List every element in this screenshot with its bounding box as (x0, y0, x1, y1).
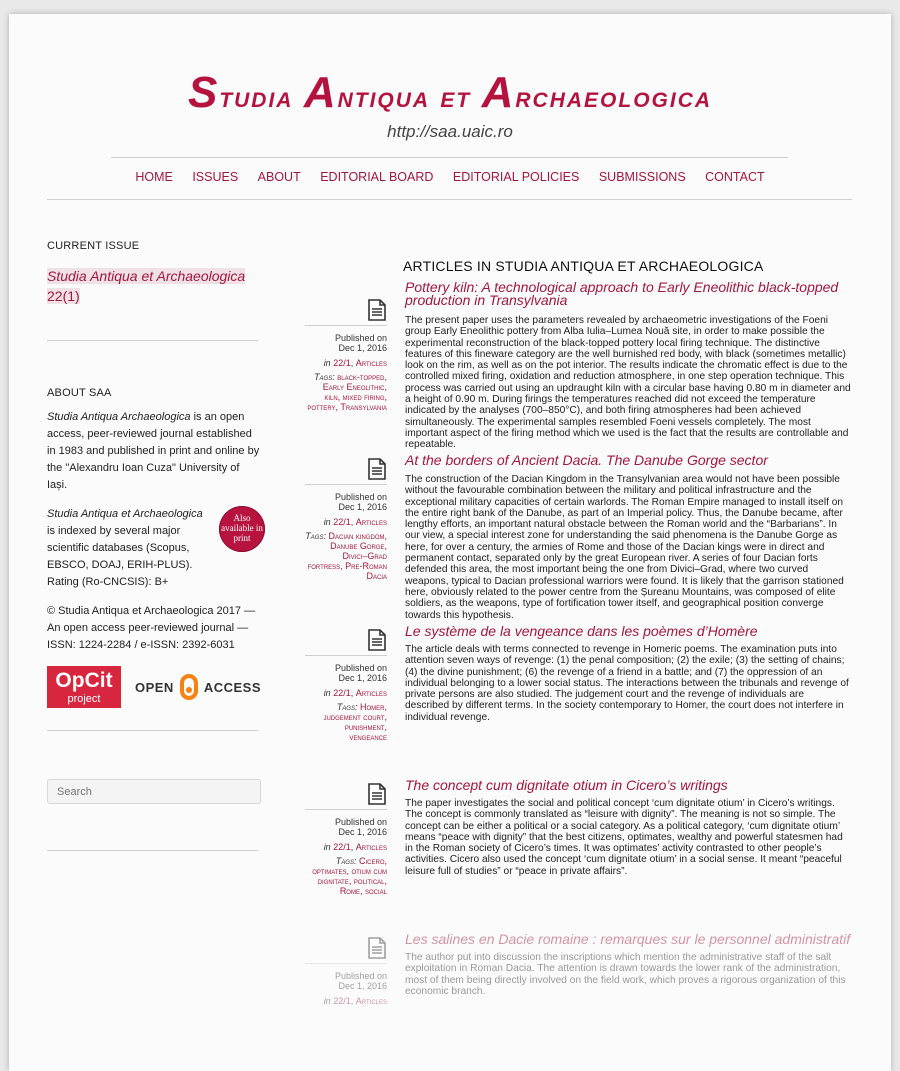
title-capital: A (303, 68, 338, 117)
articles-heading: ARTICLES IN STUDIA ANTIQUA ET ARCHAEOLOGICA (403, 258, 764, 274)
publish-date: Dec 1, 2016 (338, 981, 387, 991)
about-paragraph-1 (47, 409, 261, 494)
article-tags (305, 372, 387, 412)
tags-label: Tags: (336, 702, 358, 712)
publish-date: Dec 1, 2016 (338, 673, 387, 683)
publish-info (335, 663, 387, 683)
article-tags (305, 702, 387, 742)
nav-home[interactable]: HOME (135, 170, 173, 184)
issue-link[interactable]: 22/1 (333, 688, 351, 698)
current-issue-title[interactable]: Studia Antiqua et Archaeologica (47, 268, 246, 284)
tags-label: Tags: (305, 531, 326, 541)
meta-divider (305, 655, 387, 656)
issue-category: in 22/1, Articles (323, 842, 387, 852)
sidebar-divider (47, 340, 258, 341)
category-link[interactable]: Articles (355, 842, 387, 852)
tag-links[interactable]: Dacian kingdom, Danube Gorge, Divici–Grad fortress, Pre-Roman Dacia (307, 531, 387, 581)
category-link[interactable]: Articles (355, 996, 387, 1006)
about-journal-name-2: Studia Antiqua et Archaeologica (47, 508, 203, 520)
also-in-print-badge: Also available in print (219, 506, 265, 552)
article-title-link[interactable]: Pottery kiln: A technological approach to Early Eneolithic black-topped production in Transylvania (405, 279, 839, 308)
sidebar (47, 240, 261, 851)
title-capital: S (187, 68, 220, 117)
article-tags (305, 856, 387, 896)
issue-category: in 22/1, Articles (323, 517, 387, 527)
article-title-link[interactable]: Les salines en Dacie romaine : remarques sur le personnel administratif (405, 931, 851, 947)
open-access-logo[interactable] (135, 674, 261, 700)
publish-date: Dec 1, 2016 (338, 827, 387, 837)
about-journal-name: Studia Antiqua Archaeologica (47, 411, 191, 423)
nav-submissions[interactable]: SUBMISSIONS (598, 170, 686, 184)
in-label: in (323, 517, 331, 527)
published-label: Published on (334, 663, 387, 673)
publish-info (335, 971, 387, 991)
main-nav (9, 170, 891, 184)
category-link[interactable]: Articles (355, 688, 387, 698)
issue-link[interactable]: 22/1 (333, 842, 351, 852)
meta-divider (305, 963, 387, 964)
document-icon[interactable] (367, 299, 387, 321)
nav-divider (47, 199, 852, 200)
document-icon[interactable] (367, 937, 387, 959)
about-heading: ABOUT SAA (47, 387, 112, 399)
document-icon[interactable] (367, 629, 387, 651)
tag-links[interactable]: Cicero, optimates, otium cum dignitate, political, Rome, social (312, 856, 387, 896)
issue-category: in 22/1, Articles (323, 996, 387, 1006)
publish-info (335, 333, 387, 353)
about-text-2: is indexed by several major scientific databases (Scopus, EBSCO, DOAJ, ERIH-PLUS). Rating (Ro-CNCSIS): B+ (47, 525, 193, 588)
category-link[interactable]: Articles (355, 517, 387, 527)
copyright-text: © Studia Antiqua et Archaeologica 2017 — An open access peer-reviewed journal — ISSN: 1224-2284 / e-ISSN: 2392-6031 (47, 605, 256, 651)
in-label: in (323, 842, 331, 852)
title-word-rest: ntiqua et (337, 81, 482, 114)
about-paragraph-2-wrap (47, 506, 261, 591)
meta-divider (305, 809, 387, 810)
tag-links[interactable]: black-topped, Early Eneolithic, kiln, mixed firing, pottery, Transylvania (307, 372, 387, 412)
header-divider (111, 157, 788, 158)
article-abstract: The construction of the Dacian Kingdom in the Transylvanian area would not have been possible without the favourable combination between the military and political infrastructure and the exceptional military capacities of certain warlords. The Roman Empire managed to install itself on the entire right bank of the Danube, as part of an Imperial policy. Thus, the Danube became, after lengthy efforts, an important natural obstacle between the Roman world and the “Barbarians”. In our view, a special interest zone for understanding the said phenomena is the Danube Gorge as here, for over a century, the armies of Rome and those of the Dacian kings were in direct and permanent contact, separated only by the great European river. A series of four Dacian forts defended this area, the most important being the one from Divici–Grad, where two curved weapons, typical to Dacian professional warriors were found. It is likely that the garrison stationed here, obviously related to the power centre from the Șureanu Mountains, was composed of elite soldiers, as the weapons, type of fortification tower itself, and geographical position converge towards this hypothesis. (405, 474, 844, 621)
publish-info (335, 492, 387, 512)
issue-link[interactable]: 22/1 (333, 996, 351, 1006)
issue-link[interactable]: 22/1 (333, 517, 351, 527)
article-abstract: The author put into discussion the inscriptions which mention the administrative staff of the salt exploitation in Roman Dacia. The attention is drawn towards the lower rank of the administration, most of them being directly involved on the field work, which proves a rigorous organization of this economic branch. (405, 952, 846, 997)
about-text-1: is an open access, peer-reviewed journal established in 1983 and published in print and online by the "Alexandru Ioan Cuza" University of Iași. (47, 411, 260, 491)
opcit-label: OpCit (55, 669, 113, 692)
title-capital: A (481, 68, 516, 117)
meta-divider (305, 484, 387, 485)
page (9, 14, 891, 1071)
publish-info (335, 817, 387, 837)
nav-about[interactable]: ABOUT (257, 170, 301, 184)
article-tags (305, 531, 387, 581)
published-label: Published on (334, 817, 387, 827)
published-label: Published on (334, 492, 387, 502)
in-label: in (323, 996, 331, 1006)
publish-date: Dec 1, 2016 (338, 343, 387, 353)
article-abstract: The article deals with terms connected to revenge in Homeric poems. The examination puts into attention seven ways of revenge: (1) the penal composition; (2) the exile; (3) the setting of chains; (4) the divine punishment; (6) the revenge of a friend in a battle; and (7) the oppression of an individual belonging to a lower social status. The interactions between the tribunals and revenge of private persons are also studied. The judgement court and the revenge of individuals are described by different terms. In the society contemporary to Homer, the court does not interfere in individual revenge. (405, 644, 849, 723)
open-lock-icon (180, 674, 198, 700)
nav-issues[interactable]: ISSUES (192, 170, 239, 184)
issue-category: in 22/1, Articles (323, 358, 387, 368)
oa-right-text: ACCESS (203, 679, 261, 695)
site-title[interactable] (9, 68, 891, 118)
article-title-link[interactable]: The concept cum dignitate otium in Cicero’s writings (405, 777, 728, 793)
article-title-link[interactable]: At the borders of Ancient Dacia. The Danube Gorge sector (405, 452, 768, 468)
issue-link[interactable]: 22/1 (333, 358, 351, 368)
current-issue-link[interactable] (47, 266, 261, 306)
opcit-sub: project (67, 693, 101, 705)
nav-editorial-policies[interactable]: EDITORIAL POLICIES (452, 170, 580, 184)
published-label: Published on (334, 333, 387, 343)
article-abstract: The paper investigates the social and political concept ‘cum dignitate otium’ in Cicero’s writings. The concept is commonly translated as “leisure with dignity”. The meaning is not so simple. The concept can be either a political or a social category. As a political category, ‘cum dignitate otium’ means “peace with dignity” that the best citizens, optimates, wealthy and powerful statesmen had in the Roman society of Cicero’s times. It was optimates’ activity contrasted to other people’s activities. Cicero also used the concept ‘cum dignitate otium’ in a social sense. It meant “peaceful leisure full of studies” or “peace in private affairs”. (405, 798, 843, 877)
article-title-link[interactable]: Le système de la vengeance dans les poèmes d’Homère (405, 623, 758, 639)
partner-logos (47, 666, 261, 708)
tags-label: Tags: (335, 856, 357, 866)
nav-contact[interactable]: CONTACT (705, 170, 765, 184)
in-label: in (323, 358, 331, 368)
current-issue-number[interactable]: 22(1) (47, 288, 80, 304)
search-input[interactable] (47, 779, 261, 804)
issue-category: in 22/1, Articles (323, 688, 387, 698)
in-label: in (323, 688, 331, 698)
opcit-logo[interactable] (47, 666, 121, 708)
document-icon[interactable] (367, 783, 387, 805)
site-url[interactable]: http://saa.uaic.ro (387, 122, 513, 141)
about-section (47, 409, 261, 654)
current-issue-heading: CURRENT ISSUE (47, 240, 140, 252)
sidebar-divider-2 (47, 730, 258, 731)
meta-divider (305, 325, 387, 326)
document-icon[interactable] (367, 458, 387, 480)
article-abstract: The present paper uses the parameters revealed by archaeometric investigations of the Foeni group Early Eneolithic pottery from Alba Iulia–Lumea Nouă site, in order to make possible the experimental reconstruction of the black-topped pottery local firing technique. The distinctive features of this fineware category are the well burnished red body, with black (sometimes metallic) look on the rim, as well as on the pot interior. The results indicate the chromatic effect is due to the controlled mixed firing, oxidation and reduction atmosphere, in one step operation technique. This process was carried out using an updraught kiln with a circular base having 0.80 m in diameter and a height of 0.90 m. During firings the temperatures reached did not exceed the temperature indicated by the analyses (700–850°C), and both firing atmospheres had been achieved simultaneously. The experimental samples resembled Foeni vessels completely. The most important aspect of the firing method which we used is the fact that the results are controllable and repeatable. (405, 315, 851, 451)
published-label: Published on (334, 971, 387, 981)
category-link[interactable]: Articles (355, 358, 387, 368)
publish-date: Dec 1, 2016 (338, 502, 387, 512)
tags-label: Tags: (314, 372, 335, 382)
sidebar-divider-3 (47, 850, 258, 851)
about-paragraph-2 (47, 506, 213, 591)
nav-editorial-board[interactable]: EDITORIAL BOARD (320, 170, 434, 184)
title-word-rest: rchaeologica (515, 81, 713, 114)
tag-links[interactable]: Homer, judgement court, punishment, vengeance (323, 702, 387, 742)
oa-left-text: OPEN (134, 679, 174, 695)
title-word-rest: tudia (219, 81, 304, 114)
